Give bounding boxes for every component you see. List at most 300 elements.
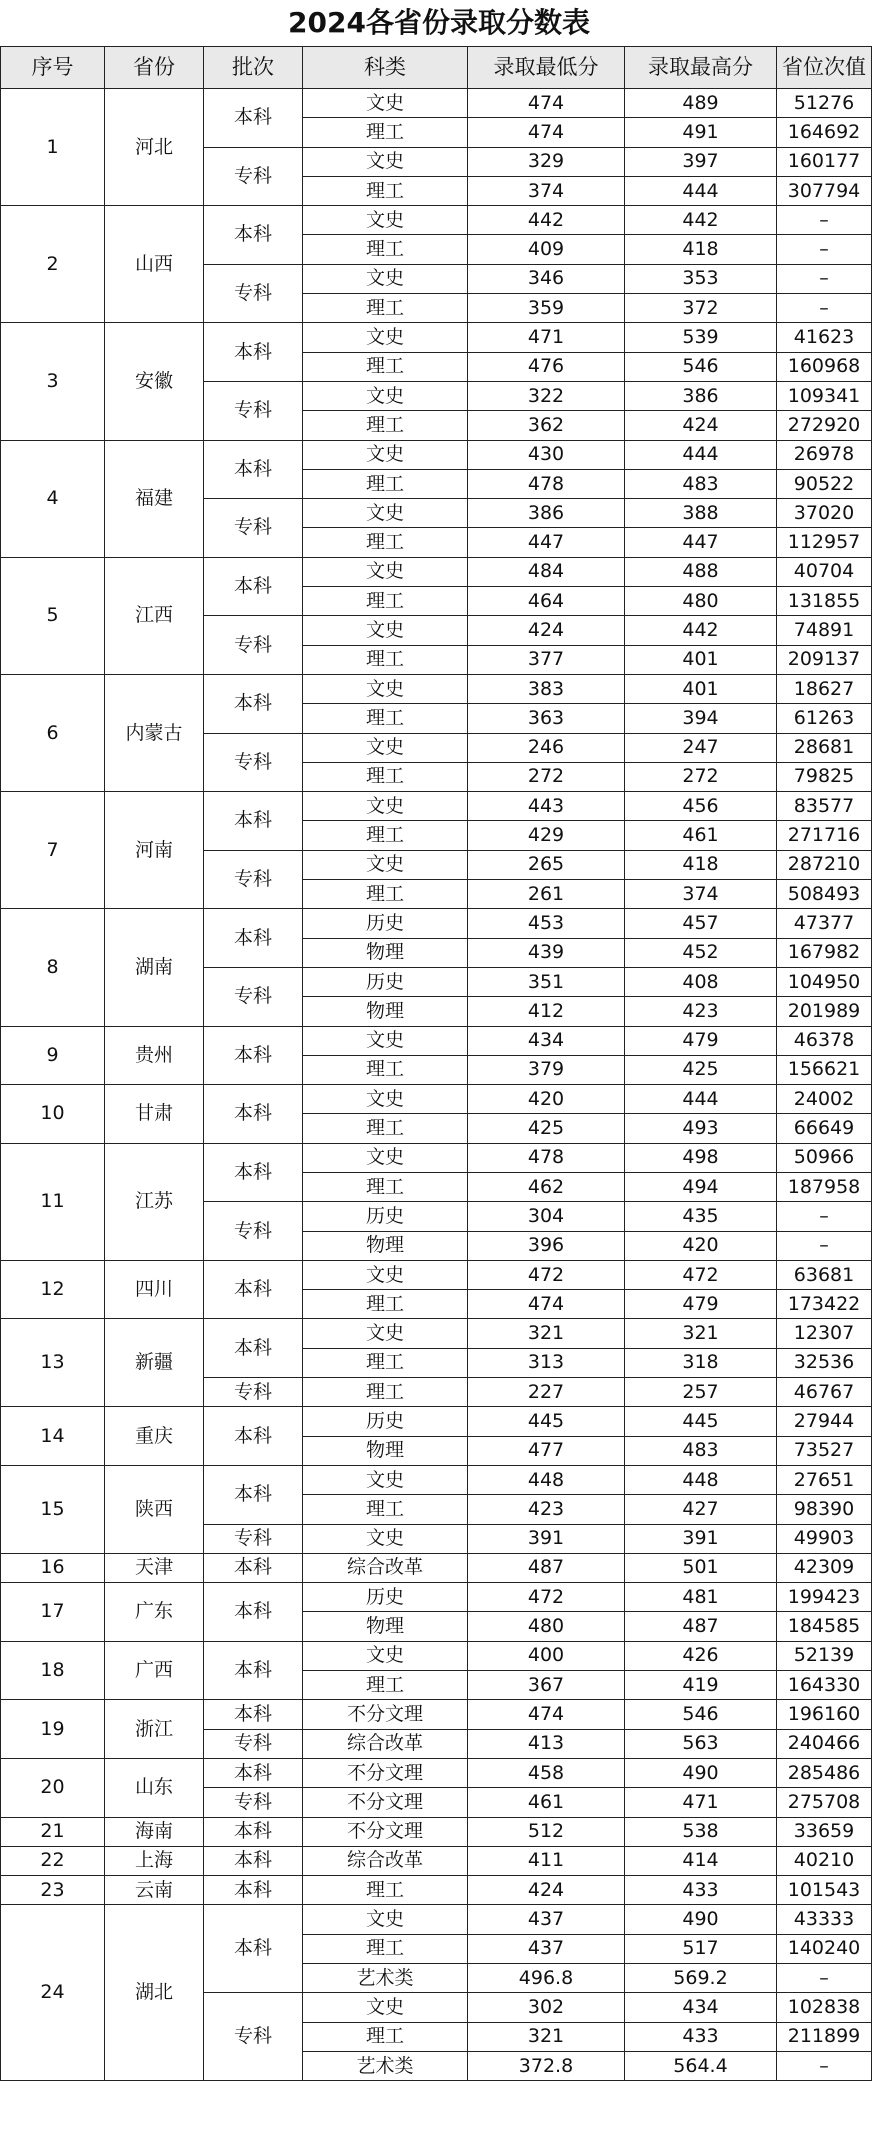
seq-cell: 12	[1, 1260, 105, 1319]
table-row	[1, 1553, 872, 1582]
rank-cell: 131855	[777, 587, 872, 616]
subject-cell: 理工	[303, 1876, 468, 1905]
table-row	[1, 1085, 872, 1114]
batch-cell: 本科	[204, 792, 303, 851]
province-cell: 湖北	[105, 1905, 204, 2081]
max-score-cell: 444	[625, 440, 777, 469]
min-score-cell: 472	[468, 1583, 625, 1612]
subject-cell: 理工	[303, 645, 468, 674]
subject-cell: 文史	[303, 1026, 468, 1055]
table-row	[1, 909, 872, 938]
rank-cell: 209137	[777, 645, 872, 674]
batch-cell: 本科	[204, 674, 303, 733]
rank-cell: –	[777, 1202, 872, 1231]
max-score-cell: 489	[625, 89, 777, 118]
subject-cell: 历史	[303, 1407, 468, 1436]
rank-cell: 287210	[777, 850, 872, 879]
table-row	[1, 792, 872, 821]
max-score-cell: 483	[625, 469, 777, 498]
batch-cell: 本科	[204, 1905, 303, 1993]
subject-cell: 理工	[303, 1055, 468, 1084]
province-cell: 内蒙古	[105, 674, 204, 791]
rank-cell: 307794	[777, 176, 872, 205]
subject-cell: 文史	[303, 147, 468, 176]
seq-cell: 5	[1, 557, 105, 674]
rank-cell: 199423	[777, 1583, 872, 1612]
min-score-cell: 362	[468, 411, 625, 440]
rank-cell: 79825	[777, 762, 872, 791]
subject-cell: 不分文理	[303, 1700, 468, 1729]
batch-cell: 本科	[204, 1846, 303, 1875]
batch-cell: 本科	[204, 1817, 303, 1846]
min-score-cell: 420	[468, 1085, 625, 1114]
subject-cell: 不分文理	[303, 1788, 468, 1817]
subject-cell: 不分文理	[303, 1758, 468, 1787]
max-score-cell: 517	[625, 1934, 777, 1963]
max-score-cell: 386	[625, 381, 777, 410]
max-score-cell: 563	[625, 1729, 777, 1758]
min-score-cell: 474	[468, 1290, 625, 1319]
min-score-cell: 383	[468, 674, 625, 703]
max-score-cell: 272	[625, 762, 777, 791]
province-cell: 上海	[105, 1846, 204, 1875]
batch-cell: 本科	[204, 1641, 303, 1700]
min-score-cell: 447	[468, 528, 625, 557]
rank-cell: 275708	[777, 1788, 872, 1817]
max-score-cell: 433	[625, 1876, 777, 1905]
min-score-cell: 442	[468, 206, 625, 235]
max-score-cell: 452	[625, 938, 777, 967]
batch-cell: 专科	[204, 1524, 303, 1553]
max-score-cell: 456	[625, 792, 777, 821]
max-score-cell: 480	[625, 587, 777, 616]
rank-cell: 73527	[777, 1436, 872, 1465]
batch-cell: 本科	[204, 89, 303, 148]
min-score-cell: 458	[468, 1758, 625, 1787]
min-score-cell: 476	[468, 352, 625, 381]
subject-cell: 文史	[303, 499, 468, 528]
max-score-cell: 457	[625, 909, 777, 938]
max-score-cell: 423	[625, 997, 777, 1026]
min-score-cell: 265	[468, 850, 625, 879]
max-score-cell: 564.4	[625, 2051, 777, 2080]
table-row	[1, 1817, 872, 1846]
table-row	[1, 1465, 872, 1494]
rank-cell: –	[777, 235, 872, 264]
batch-cell: 专科	[204, 850, 303, 909]
rank-cell: 187958	[777, 1172, 872, 1201]
rank-cell: 63681	[777, 1260, 872, 1289]
max-score-cell: 397	[625, 147, 777, 176]
table-row	[1, 1700, 872, 1729]
max-score-cell: 427	[625, 1495, 777, 1524]
min-score-cell: 391	[468, 1524, 625, 1553]
subject-cell: 文史	[303, 733, 468, 762]
subject-cell: 文史	[303, 792, 468, 821]
seq-cell: 20	[1, 1758, 105, 1817]
batch-cell: 专科	[204, 1378, 303, 1407]
province-cell: 重庆	[105, 1407, 204, 1466]
seq-cell: 10	[1, 1085, 105, 1144]
table-row	[1, 557, 872, 586]
subject-cell: 理工	[303, 704, 468, 733]
subject-cell: 综合改革	[303, 1553, 468, 1582]
max-score-cell: 391	[625, 1524, 777, 1553]
min-score-cell: 478	[468, 469, 625, 498]
min-score-cell: 461	[468, 1788, 625, 1817]
province-cell: 湖南	[105, 909, 204, 1026]
rank-cell: 240466	[777, 1729, 872, 1758]
min-score-cell: 496.8	[468, 1964, 625, 1993]
province-cell: 广西	[105, 1641, 204, 1700]
rank-cell: 271716	[777, 821, 872, 850]
max-score-cell: 483	[625, 1436, 777, 1465]
min-score-cell: 437	[468, 1934, 625, 1963]
batch-cell: 本科	[204, 1700, 303, 1729]
subject-cell: 理工	[303, 1671, 468, 1700]
min-score-cell: 474	[468, 118, 625, 147]
subject-cell: 物理	[303, 938, 468, 967]
subject-cell: 文史	[303, 206, 468, 235]
subject-cell: 物理	[303, 1436, 468, 1465]
min-score-cell: 448	[468, 1465, 625, 1494]
header-subject: 科类	[303, 47, 468, 89]
min-score-cell: 484	[468, 557, 625, 586]
batch-cell: 本科	[204, 557, 303, 616]
rank-cell: 61263	[777, 704, 872, 733]
rank-cell: 51276	[777, 89, 872, 118]
subject-cell: 文史	[303, 1260, 468, 1289]
rank-cell: 164692	[777, 118, 872, 147]
subject-cell: 理工	[303, 1378, 468, 1407]
batch-cell: 专科	[204, 1202, 303, 1261]
batch-cell: 专科	[204, 1729, 303, 1758]
max-score-cell: 546	[625, 1700, 777, 1729]
min-score-cell: 313	[468, 1348, 625, 1377]
seq-cell: 1	[1, 89, 105, 206]
subject-cell: 理工	[303, 1348, 468, 1377]
page-title: 2024各省份录取分数表	[288, 6, 590, 39]
rank-cell: 28681	[777, 733, 872, 762]
province-cell: 新疆	[105, 1319, 204, 1407]
rank-cell: –	[777, 206, 872, 235]
province-cell: 河北	[105, 89, 204, 206]
max-score-cell: 487	[625, 1612, 777, 1641]
min-score-cell: 437	[468, 1905, 625, 1934]
min-score-cell: 400	[468, 1641, 625, 1670]
rank-cell: 27944	[777, 1407, 872, 1436]
subject-cell: 文史	[303, 264, 468, 293]
min-score-cell: 423	[468, 1495, 625, 1524]
rank-cell: 41623	[777, 323, 872, 352]
max-score-cell: 488	[625, 557, 777, 586]
batch-cell: 专科	[204, 1788, 303, 1817]
max-score-cell: 442	[625, 206, 777, 235]
batch-cell: 专科	[204, 381, 303, 440]
min-score-cell: 321	[468, 1319, 625, 1348]
seq-cell: 2	[1, 206, 105, 323]
min-score-cell: 443	[468, 792, 625, 821]
rank-cell: –	[777, 294, 872, 323]
min-score-cell: 464	[468, 587, 625, 616]
subject-cell: 文史	[303, 381, 468, 410]
max-score-cell: 448	[625, 1465, 777, 1494]
rank-cell: 272920	[777, 411, 872, 440]
rank-cell: 508493	[777, 880, 872, 909]
seq-cell: 4	[1, 440, 105, 557]
batch-cell: 专科	[204, 499, 303, 558]
rank-cell: 196160	[777, 1700, 872, 1729]
min-score-cell: 321	[468, 2022, 625, 2051]
province-cell: 安徽	[105, 323, 204, 440]
table-row	[1, 440, 872, 469]
max-score-cell: 426	[625, 1641, 777, 1670]
max-score-cell: 490	[625, 1758, 777, 1787]
max-score-cell: 433	[625, 2022, 777, 2051]
rank-cell: –	[777, 2051, 872, 2080]
min-score-cell: 351	[468, 967, 625, 996]
rank-cell: –	[777, 264, 872, 293]
min-score-cell: 272	[468, 762, 625, 791]
province-cell: 浙江	[105, 1700, 204, 1759]
max-score-cell: 491	[625, 118, 777, 147]
rank-cell: 102838	[777, 1993, 872, 2022]
max-score-cell: 374	[625, 880, 777, 909]
max-score-cell: 408	[625, 967, 777, 996]
subject-cell: 理工	[303, 880, 468, 909]
subject-cell: 文史	[303, 1319, 468, 1348]
subject-cell: 文史	[303, 1143, 468, 1172]
rank-cell: –	[777, 1964, 872, 1993]
max-score-cell: 418	[625, 850, 777, 879]
rank-cell: 18627	[777, 674, 872, 703]
table-row	[1, 1758, 872, 1787]
max-score-cell: 257	[625, 1378, 777, 1407]
max-score-cell: 424	[625, 411, 777, 440]
batch-cell: 本科	[204, 909, 303, 968]
max-score-cell: 546	[625, 352, 777, 381]
max-score-cell: 444	[625, 176, 777, 205]
batch-cell: 专科	[204, 1993, 303, 2081]
min-score-cell: 377	[468, 645, 625, 674]
batch-cell: 专科	[204, 264, 303, 323]
min-score-cell: 409	[468, 235, 625, 264]
min-score-cell: 480	[468, 1612, 625, 1641]
rank-cell: 160968	[777, 352, 872, 381]
seq-cell: 9	[1, 1026, 105, 1085]
batch-cell: 本科	[204, 1758, 303, 1787]
table-row	[1, 89, 872, 118]
min-score-cell: 412	[468, 997, 625, 1026]
rank-cell: 104950	[777, 967, 872, 996]
batch-cell: 本科	[204, 1876, 303, 1905]
min-score-cell: 386	[468, 499, 625, 528]
header-batch: 批次	[204, 47, 303, 89]
min-score-cell: 430	[468, 440, 625, 469]
min-score-cell: 379	[468, 1055, 625, 1084]
subject-cell: 理工	[303, 762, 468, 791]
min-score-cell: 474	[468, 89, 625, 118]
rank-cell: 42309	[777, 1553, 872, 1582]
rank-cell: –	[777, 1231, 872, 1260]
subject-cell: 物理	[303, 1231, 468, 1260]
min-score-cell: 246	[468, 733, 625, 762]
rank-cell: 37020	[777, 499, 872, 528]
rank-cell: 211899	[777, 2022, 872, 2051]
subject-cell: 物理	[303, 997, 468, 1026]
min-score-cell: 477	[468, 1436, 625, 1465]
min-score-cell: 424	[468, 1876, 625, 1905]
rank-cell: 164330	[777, 1671, 872, 1700]
min-score-cell: 374	[468, 176, 625, 205]
rank-cell: 46378	[777, 1026, 872, 1055]
max-score-cell: 442	[625, 616, 777, 645]
seq-cell: 23	[1, 1876, 105, 1905]
batch-cell: 本科	[204, 440, 303, 499]
batch-cell: 本科	[204, 206, 303, 265]
subject-cell: 理工	[303, 1290, 468, 1319]
min-score-cell: 304	[468, 1202, 625, 1231]
subject-cell: 理工	[303, 1172, 468, 1201]
min-score-cell: 487	[468, 1553, 625, 1582]
rank-cell: 74891	[777, 616, 872, 645]
subject-cell: 文史	[303, 1641, 468, 1670]
rank-cell: 140240	[777, 1934, 872, 1963]
batch-cell: 本科	[204, 323, 303, 382]
rank-cell: 83577	[777, 792, 872, 821]
rank-cell: 109341	[777, 381, 872, 410]
min-score-cell: 363	[468, 704, 625, 733]
rank-cell: 47377	[777, 909, 872, 938]
max-score-cell: 418	[625, 235, 777, 264]
min-score-cell: 439	[468, 938, 625, 967]
min-score-cell: 227	[468, 1378, 625, 1407]
subject-cell: 综合改革	[303, 1729, 468, 1758]
subject-cell: 理工	[303, 411, 468, 440]
subject-cell: 文史	[303, 1993, 468, 2022]
max-score-cell: 493	[625, 1114, 777, 1143]
min-score-cell: 329	[468, 147, 625, 176]
max-score-cell: 539	[625, 323, 777, 352]
max-score-cell: 479	[625, 1026, 777, 1055]
subject-cell: 理工	[303, 821, 468, 850]
batch-cell: 本科	[204, 1553, 303, 1582]
seq-cell: 17	[1, 1583, 105, 1642]
max-score-cell: 420	[625, 1231, 777, 1260]
max-score-cell: 414	[625, 1846, 777, 1875]
seq-cell: 13	[1, 1319, 105, 1407]
subject-cell: 文史	[303, 1524, 468, 1553]
subject-cell: 理工	[303, 1495, 468, 1524]
min-score-cell: 411	[468, 1846, 625, 1875]
max-score-cell: 444	[625, 1085, 777, 1114]
table-row	[1, 1407, 872, 1436]
province-cell: 云南	[105, 1876, 204, 1905]
min-score-cell: 396	[468, 1231, 625, 1260]
province-cell: 海南	[105, 1817, 204, 1846]
rank-cell: 26978	[777, 440, 872, 469]
min-score-cell: 453	[468, 909, 625, 938]
subject-cell: 理工	[303, 235, 468, 264]
batch-cell: 本科	[204, 1465, 303, 1524]
min-score-cell: 367	[468, 1671, 625, 1700]
batch-cell: 本科	[204, 1143, 303, 1202]
header-rank: 省位次值	[777, 47, 872, 89]
min-score-cell: 302	[468, 1993, 625, 2022]
rank-cell: 90522	[777, 469, 872, 498]
header-min-score: 录取最低分	[468, 47, 625, 89]
max-score-cell: 372	[625, 294, 777, 323]
rank-cell: 66649	[777, 1114, 872, 1143]
subject-cell: 文史	[303, 1465, 468, 1494]
batch-cell: 本科	[204, 1085, 303, 1144]
max-score-cell: 321	[625, 1319, 777, 1348]
min-score-cell: 472	[468, 1260, 625, 1289]
seq-cell: 11	[1, 1143, 105, 1260]
max-score-cell: 419	[625, 1671, 777, 1700]
rank-cell: 46767	[777, 1378, 872, 1407]
province-cell: 广东	[105, 1583, 204, 1642]
subject-cell: 综合改革	[303, 1846, 468, 1875]
subject-cell: 历史	[303, 1583, 468, 1612]
batch-cell: 本科	[204, 1026, 303, 1085]
subject-cell: 文史	[303, 616, 468, 645]
rank-cell: 160177	[777, 147, 872, 176]
max-score-cell: 394	[625, 704, 777, 733]
subject-cell: 理工	[303, 1114, 468, 1143]
rank-cell: 201989	[777, 997, 872, 1026]
max-score-cell: 501	[625, 1553, 777, 1582]
batch-cell: 本科	[204, 1319, 303, 1378]
seq-cell: 8	[1, 909, 105, 1026]
batch-cell: 本科	[204, 1407, 303, 1466]
max-score-cell: 318	[625, 1348, 777, 1377]
rank-cell: 52139	[777, 1641, 872, 1670]
subject-cell: 理工	[303, 528, 468, 557]
score-table	[0, 46, 872, 2081]
max-score-cell: 569.2	[625, 1964, 777, 1993]
table-row	[1, 1319, 872, 1348]
max-score-cell: 434	[625, 1993, 777, 2022]
table-row	[1, 1026, 872, 1055]
max-score-cell: 388	[625, 499, 777, 528]
table-body	[1, 89, 872, 2081]
subject-cell: 理工	[303, 587, 468, 616]
header-seq: 序号	[1, 47, 105, 89]
max-score-cell: 498	[625, 1143, 777, 1172]
subject-cell: 理工	[303, 118, 468, 147]
min-score-cell: 261	[468, 880, 625, 909]
subject-cell: 艺术类	[303, 1964, 468, 1993]
province-cell: 山东	[105, 1758, 204, 1817]
seq-cell: 3	[1, 323, 105, 440]
seq-cell: 7	[1, 792, 105, 909]
subject-cell: 文史	[303, 1905, 468, 1934]
max-score-cell: 445	[625, 1407, 777, 1436]
subject-cell: 不分文理	[303, 1817, 468, 1846]
min-score-cell: 512	[468, 1817, 625, 1846]
seq-cell: 6	[1, 674, 105, 791]
header-max-score: 录取最高分	[625, 47, 777, 89]
rank-cell: 27651	[777, 1465, 872, 1494]
province-cell: 山西	[105, 206, 204, 323]
subject-cell: 理工	[303, 176, 468, 205]
province-cell: 甘肃	[105, 1085, 204, 1144]
subject-cell: 文史	[303, 323, 468, 352]
seq-cell: 18	[1, 1641, 105, 1700]
max-score-cell: 353	[625, 264, 777, 293]
table-row	[1, 1583, 872, 1612]
